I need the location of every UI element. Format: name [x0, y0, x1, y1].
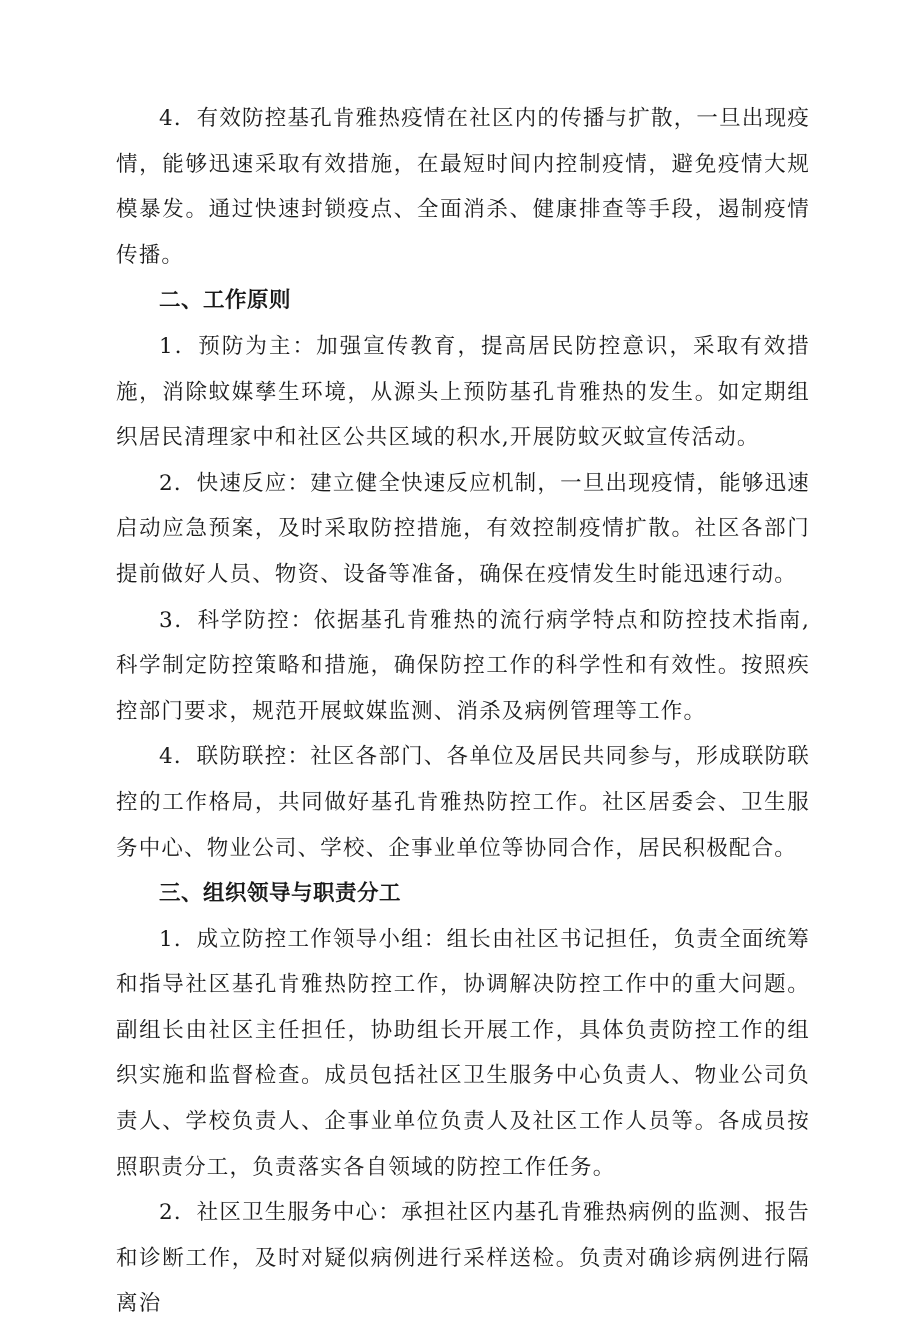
heading-section-2: 二、工作原则	[159, 288, 292, 314]
heading-section-3: 三、组织领导与职责分工	[159, 881, 402, 907]
para-principle-4: 4．联防联控：社区各部门、各单位及居民共同参与，形成联防联控的工作格局，共同做好基孔肯雅热防控工作。社区居委会、卫生服务中心、物业公司、学校、企事业单位等协同合作，居民积极配合。	[116, 744, 810, 861]
para-principle-3: 3．科学防控：依据基孔肯雅热的流行病学特点和防控技术指南,科学制定防控策略和措施，确保防控工作的科学性和有效性。按照疾控部门要求，规范开展蚊媒监测、消杀及病例管理等工作。	[116, 607, 810, 724]
para-objective-4: 4．有效防控基孔肯雅热疫情在社区内的传播与扩散，一旦出现疫情，能够迅速采取有效措施，在最短时间内控制疫情，避免疫情大规模暴发。通过快速封锁疫点、全面消杀、健康排查等手段，遏制疫情传播。	[116, 106, 810, 268]
para-principle-1: 1．预防为主：加强宣传教育，提高居民防控意识，采取有效措施，消除蚊媒孳生环境，从源头上预防基孔肯雅热的发生。如定期组织居民清理家中和社区公共区域的积水,开展防蚊灭蚊宣传活动。	[116, 333, 810, 451]
para-duty-1: 1．成立防控工作领导小组：组长由社区书记担任，负责全面统筹和指导社区基孔肯雅热防控工作，协调解决防控工作中的重大问题。副组长由社区主任担任，协助组长开展工作，具体负责防控工作的组织实施和监督检查。成员包括社区卫生服务中心负责人、物业公司负责人、学校负责人、企事业单位负责人及社区工作人员等。各成员按照职责分工，负责落实各自领域的防控工作任务。	[116, 926, 810, 1180]
para-duty-2: 2．社区卫生服务中心：承担社区内基孔肯雅热病例的监测、报告和诊断工作，及时对疑似病例进行采样送检。负责对确诊病例进行隔离治	[116, 1200, 810, 1317]
para-principle-2: 2．快速反应：建立健全快速反应机制，一旦出现疫情，能够迅速启动应急预案，及时采取防控措施，有效控制疫情扩散。社区各部门提前做好人员、物资、设备等准备，确保在疫情发生时能迅速行动。	[116, 470, 810, 587]
